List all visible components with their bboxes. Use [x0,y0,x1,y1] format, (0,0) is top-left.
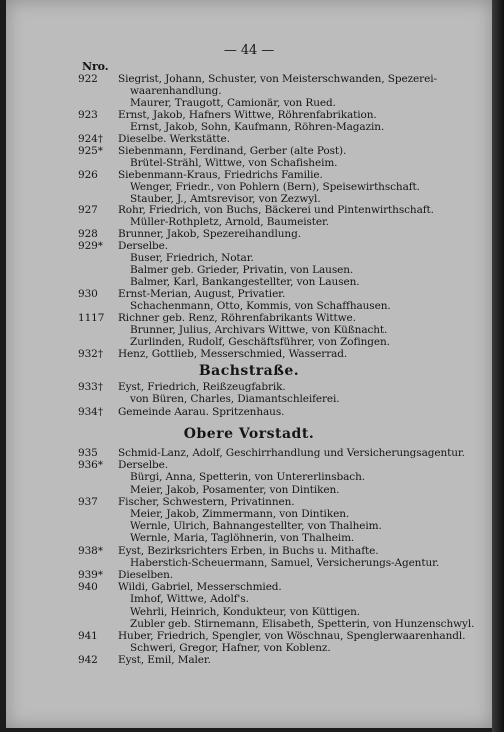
entry-text: Wernle, Ulrich, Bahnangestellter, von Thalheim. [130,520,382,533]
entry-text: Siegrist, Johann, Schuster, von Meisterschwanden, Spezerei- [118,73,437,85]
house-number: 929* [78,240,103,253]
entry-text: Dieselbe. Werkstätte. [118,132,230,145]
entry-text: Imhof, Wittwe, Adolf's. [130,593,249,606]
entry-text: Siebenmann, Ferdinand, Gerber (alte Post). [118,144,347,157]
page-number: — 44 — [223,43,275,58]
house-number: 923 [78,108,98,121]
entry-text: Wernle, Maria, Taglöhnerin, von Thalheim. [130,532,355,545]
entry-text: Meier, Jakob, Zimmermann, von Dintiken. [130,508,350,520]
entry-text: Zurlinden, Rudolf, Geschäftsführer, von Zofingen. [130,335,390,348]
house-number: 938* [78,544,103,557]
entry-text: Zubler geb. Stirnemann, Elisabeth, Spetterin, von Hunzenschwyl. [130,617,475,630]
entry-text: Derselbe. [118,459,168,472]
house-number: 933† [78,381,103,393]
entry-text: Eyst, Bezirksrichters Erben, in Buchs u. Mithafte. [118,544,379,557]
entry-text: Brunner, Jakob, Spezereihandlung. [118,228,301,241]
heading-obere-vorstadt: Obere Vorstadt. [183,426,315,442]
entry-text: Schachenmann, Otto, Kommis, von Schaffhausen. [130,300,391,313]
entry-text: Wenger, Friedr., von Pohlern (Bern), Speisewirthschaft. [130,180,420,193]
heading-bachstrasse: Bachstraße. [198,363,300,379]
house-number: 932† [78,347,103,360]
entry-text: Bürgi, Anna, Spetterin, von Untererlinsbach. [130,471,365,484]
entry-text: Rohr, Friedrich, von Buchs, Bäckerei und Pintenwirthschaft. [118,204,434,217]
entry-text: Maurer, Traugott, Camionär, von Rued. [130,96,336,109]
house-number: 941 [78,630,98,642]
entry-text: Derselbe. [118,240,168,253]
entry-text: Meier, Jakob, Posamenter, von Dintiken. [130,483,340,496]
entry-text: Brunner, Julius, Archivars Wittwe, von Küßnacht. [130,323,388,336]
house-number: 936* [78,459,103,472]
entry-text: Buser, Friedrich, Notar. [130,252,254,265]
entry-text: Richner geb. Renz, Röhrenfabrikants Wittwe. [118,312,356,324]
entry-text: Ernst, Jakob, Sohn, Kaufmann, Röhren-Magazin. [130,120,385,133]
entry-text: Brütel-Strähl, Wittwe, von Schafisheim. [130,156,338,169]
house-number: 927 [78,204,98,217]
house-number: 935 [78,447,98,459]
entry-text: Wildi, Gabriel, Messerschmied. [118,581,282,594]
entry-text: von Büren, Charles, Diamantschleiferei. [130,393,340,406]
entry-text: Eyst, Emil, Maler. [118,654,211,667]
house-number: 940 [78,581,98,594]
entry-text: Müller-Rothpletz, Arnold, Baumeister. [130,216,329,229]
book-edge [492,0,504,732]
entry-text: Gemeinde Aarau. Spritzenhaus. [118,405,285,418]
entry-text: Ernst-Merian, August, Privatier. [118,288,286,301]
entry-text: Siebenmann-Kraus, Friedrichs Familie. [118,168,323,181]
house-number: 928 [78,228,98,241]
house-number: 942 [78,654,98,667]
house-number: 937 [78,495,98,508]
house-number: 930 [78,288,98,301]
house-number: 934† [78,405,103,418]
entry-text: Eyst, Friedrich, Reißzeugfabrik. [118,381,286,393]
entry-text: Schmid-Lanz, Adolf, Geschirrhandlung und Versicherungsagentur. [118,447,465,459]
entry-text: Ernst, Jakob, Hafners Wittwe, Röhrenfabrikation. [118,108,377,121]
entry-text: Henz, Gottlieb, Messerschmied, Wasserrad. [118,347,348,360]
house-number: 926 [78,168,98,181]
book-page [6,0,492,728]
entry-text: Huber, Friedrich, Spengler, von Wöschnau, Spenglerwaarenhandl. [118,630,466,642]
house-number: 1117 [78,312,105,324]
entry-text: Dieselben. [118,569,173,581]
entry-text: Balmer geb. Grieder, Privatin, von Lausen. [130,264,354,277]
nro-label: Nro. [82,60,109,73]
entry-text: Wehrli, Heinrich, Kondukteur, von Küttigen. [130,605,361,618]
entry-text: Stauber, J., Amtsrevisor, von Zezwyl. [130,192,321,205]
house-number: 925* [78,144,103,157]
house-number: 922 [78,73,98,85]
entry-text: Balmer, Karl, Bankangestellter, von Lausen. [130,276,360,289]
entry-text: Schweri, Gregor, Hafner, von Koblenz. [130,642,331,655]
house-number: 924† [78,132,103,145]
entry-text: waarenhandlung. [130,84,222,97]
entry-text: Haberstich-Scheuermann, Samuel, Versicherungs-Agentur. [130,556,440,569]
house-number: 939* [78,569,103,581]
entry-text: Fischer, Schwestern, Privatinnen. [118,495,295,508]
